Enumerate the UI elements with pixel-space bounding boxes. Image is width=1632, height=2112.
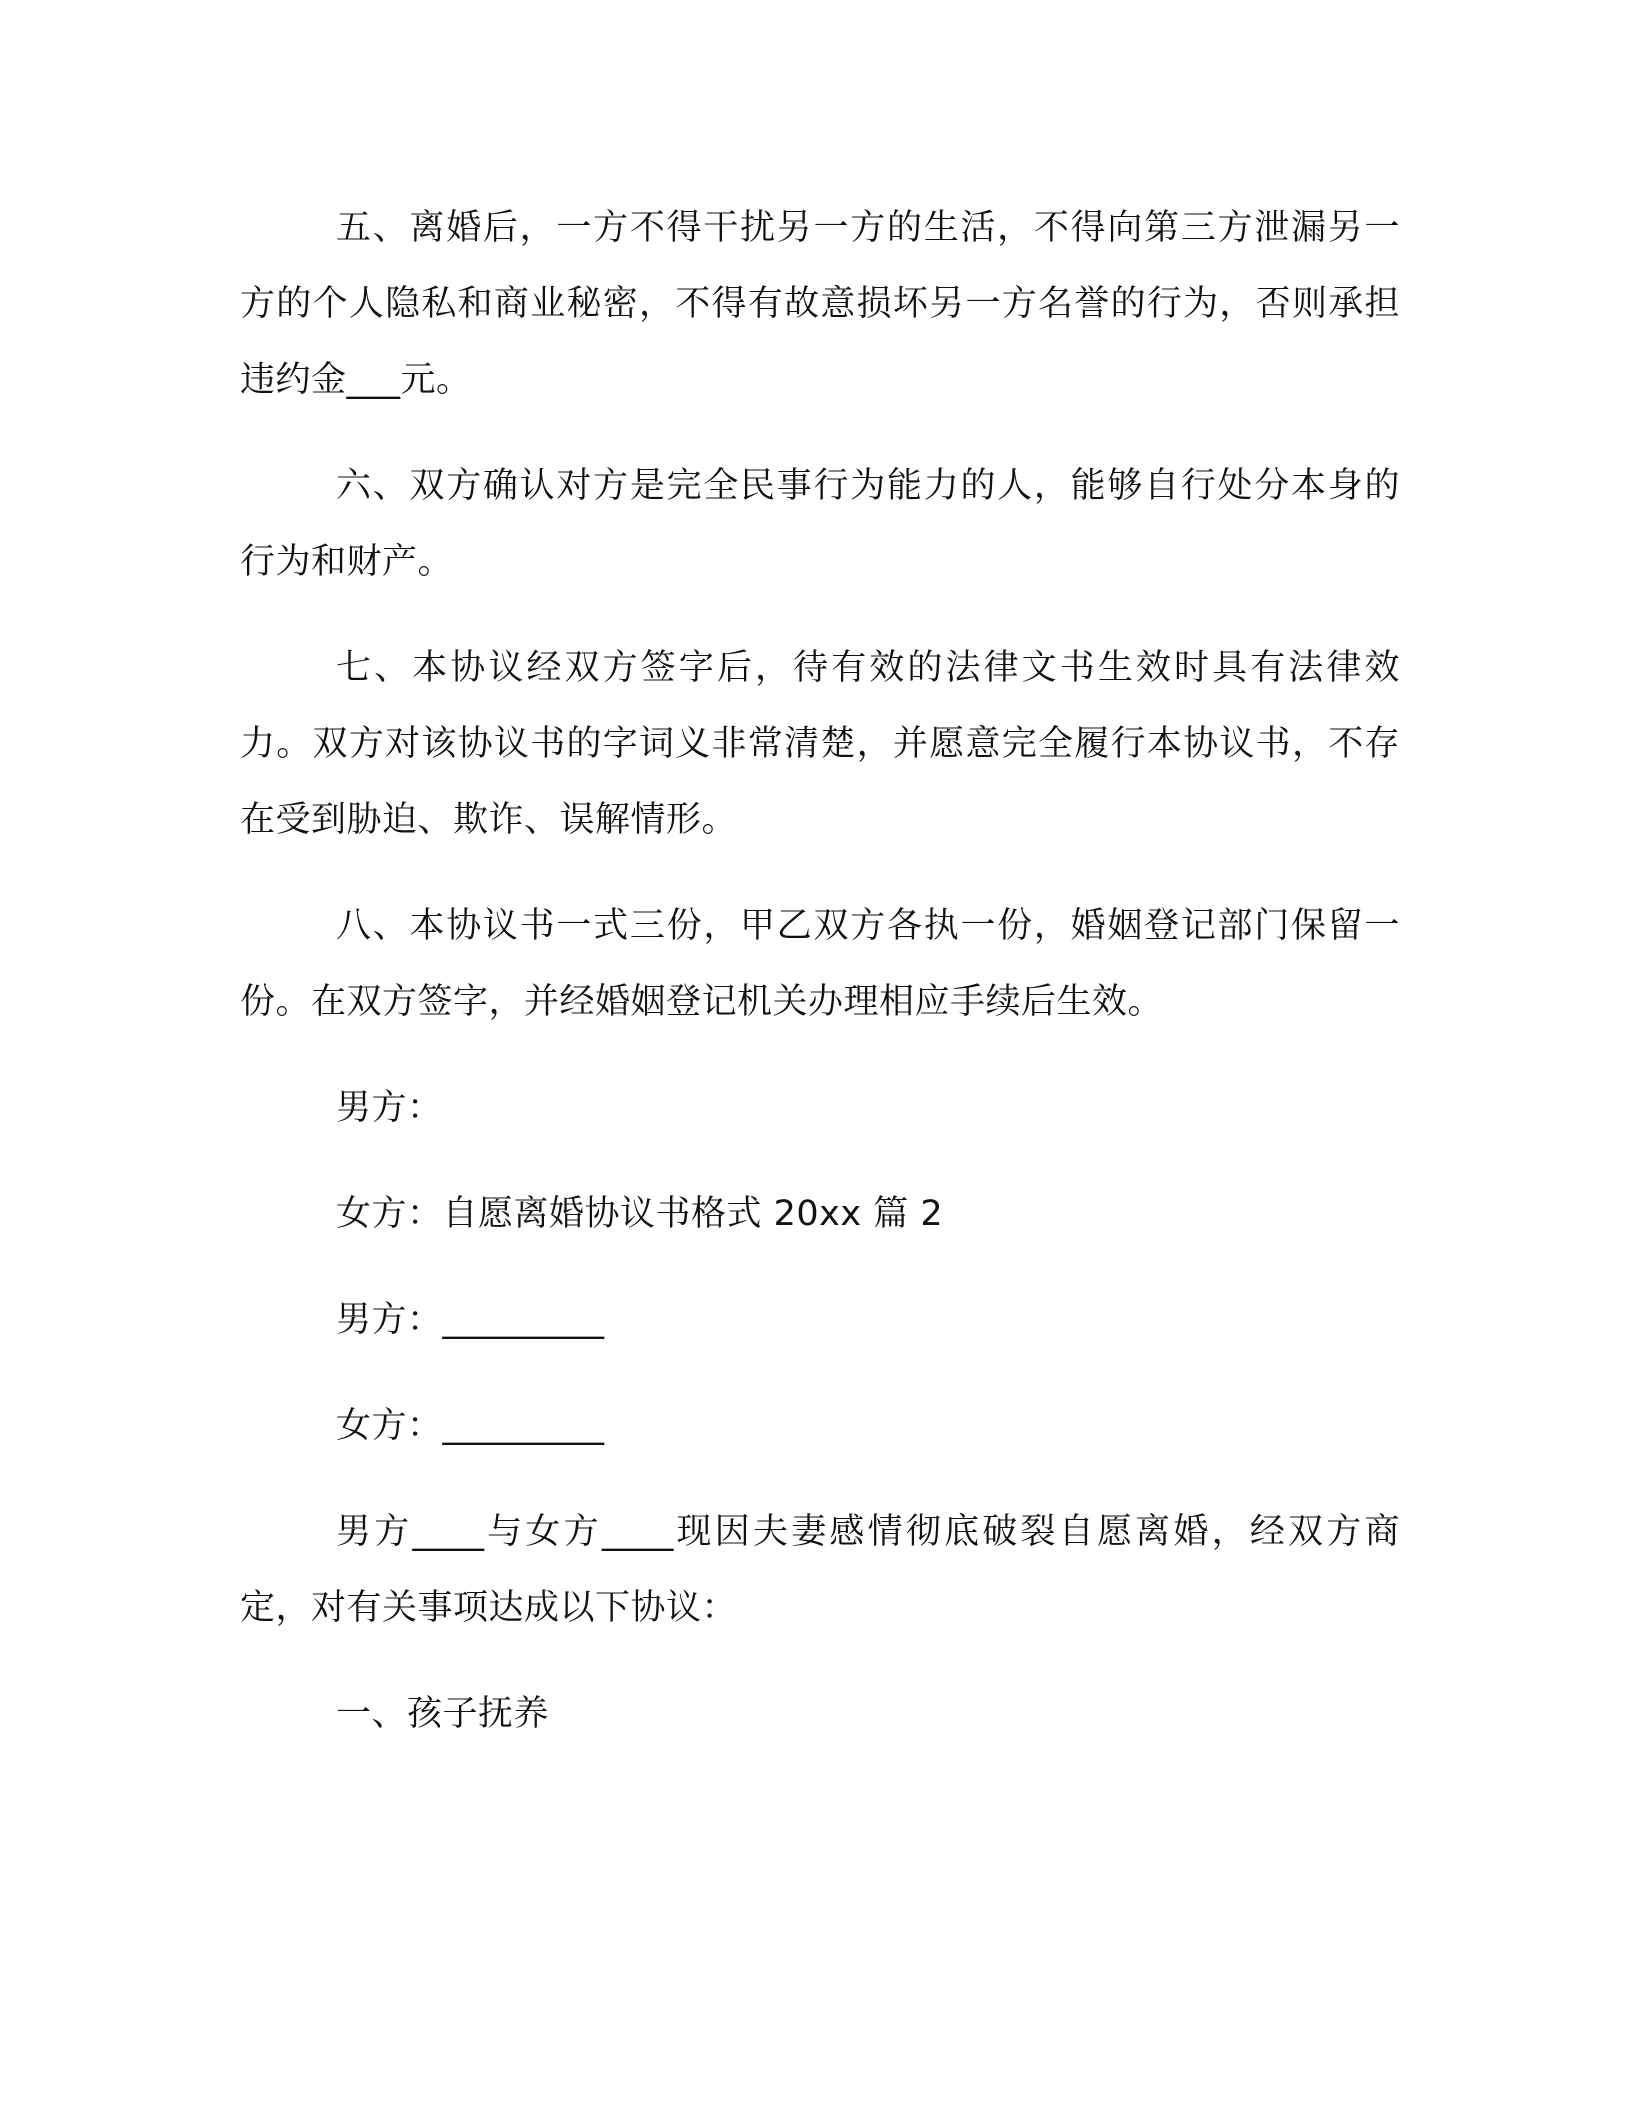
female-name-blank: 女方：_________ — [336, 1406, 605, 1446]
agreement-intro: 男方____与女方____现因夫妻感情彻底破裂自愿离婚，经双方商定，对有关事项达成以下协议： — [240, 1512, 1400, 1628]
male-name-blank: 男方：_________ — [336, 1300, 605, 1340]
female-signature-title: 女方：自愿离婚协议书格式 20xx 篇 2 — [336, 1194, 944, 1234]
clause-seven: 七、本协议经双方签字后，待有效的法律文书生效时具有法律效力。双方对该协议书的字词义非常清楚，并愿意完全履行本协议书，不存在受到胁迫、欺诈、误解情形。 — [240, 648, 1400, 840]
clause-five: 五、离婚后，一方不得干扰另一方的生活，不得向第三方泄漏另一方的个人隐私和商业秘密，不得有故意损坏另一方名誉的行为，否则承担违约金___元。 — [240, 208, 1400, 400]
clause-six: 六、双方确认对方是完全民事行为能力的人，能够自行处分本身的行为和财产。 — [240, 466, 1400, 582]
document-body — [240, 190, 1400, 1782]
male-signature-label: 男方： — [336, 1088, 443, 1128]
section-heading-child-custody: 一、孩子抚养 — [336, 1694, 550, 1734]
clause-eight: 八、本协议书一式三份，甲乙双方各执一份，婚姻登记部门保留一份。在双方签字，并经婚姻登记机关办理相应手续后生效。 — [240, 906, 1400, 1022]
